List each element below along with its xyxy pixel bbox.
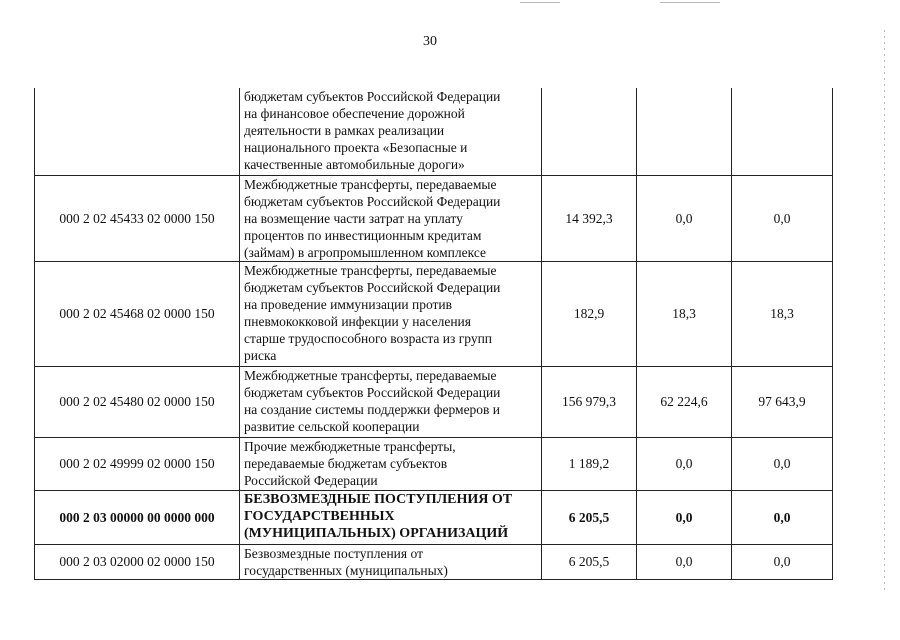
description-cell [240, 437, 542, 490]
value-cell-year3: 0,0 [732, 544, 833, 579]
value-cell-year2 [637, 88, 732, 175]
value-cell-year2: 62 224,6 [637, 366, 732, 437]
code-cell: 000 2 02 45468 02 0000 150 [35, 261, 240, 366]
table-row [35, 88, 833, 175]
description-cell [240, 544, 542, 579]
value-cell-year1: 6 205,5 [542, 544, 637, 579]
value-cell-year1: 182,9 [542, 261, 637, 366]
code-cell: 000 2 03 00000 00 0000 000 [35, 490, 240, 544]
description-text: Безвозмездные поступления от государственных (муниципальных) [244, 545, 448, 578]
value-cell-year3: 0,0 [732, 490, 833, 544]
value-cell-year2: 0,0 [637, 437, 732, 490]
description-cell [240, 366, 542, 437]
value-cell-year1: 14 392,3 [542, 175, 637, 261]
value-cell-year1: 156 979,3 [542, 366, 637, 437]
description-text: БЕЗВОЗМЕЗДНЫЕ ПОСТУПЛЕНИЯ ОТ ГОСУДАРСТВЕННЫХ (МУНИЦИПАЛЬНЫХ) ОРГАНИЗАЦИЙ [244, 491, 513, 541]
page-number: 30 [423, 34, 437, 49]
scan-artifact-line [660, 2, 720, 3]
value-cell-year1: 6 205,5 [542, 490, 637, 544]
value-cell-year1: 1 189,2 [542, 437, 637, 490]
value-cell-year2: 0,0 [637, 175, 732, 261]
description-text: Прочие межбюджетные трансферты, передаваемые бюджетам субъектов Российской Федерации [244, 438, 456, 488]
table-row [35, 261, 833, 366]
value-cell-year3 [732, 88, 833, 175]
code-cell: 000 2 02 49999 02 0000 150 [35, 437, 240, 490]
code-cell [35, 88, 240, 175]
description-cell [240, 88, 542, 175]
code-cell: 000 2 02 45433 02 0000 150 [35, 175, 240, 261]
table-row [35, 437, 833, 490]
description-cell [240, 261, 542, 366]
table-row [35, 366, 833, 437]
table-row [35, 544, 833, 579]
description-text: бюджетам субъектов Российской Федерации на финансовое обеспечение дорожной деятельности в рамках реализации национального проекта «Безопасные и качественные автомобильные дороги» [244, 89, 501, 172]
budget-revenue-table [34, 88, 833, 580]
table-row [35, 175, 833, 261]
value-cell-year1 [542, 88, 637, 175]
code-cell: 000 2 02 45480 02 0000 150 [35, 366, 240, 437]
value-cell-year2: 0,0 [637, 544, 732, 579]
description-cell [240, 490, 542, 544]
value-cell-year3: 97 643,9 [732, 366, 833, 437]
table-row-section-total [35, 490, 833, 544]
value-cell-year3: 0,0 [732, 437, 833, 490]
scan-artifact-line [520, 2, 560, 3]
description-text: Межбюджетные трансферты, передаваемые бюджетам субъектов Российской Федерации на проведение иммунизации против пневмококковой инфекции у населения старше трудоспособного возраста из групп риска [244, 262, 501, 363]
value-cell-year3: 18,3 [732, 261, 833, 366]
value-cell-year3: 0,0 [732, 175, 833, 261]
code-cell: 000 2 03 02000 02 0000 150 [35, 544, 240, 579]
value-cell-year2: 0,0 [637, 490, 732, 544]
scan-artifact-dots [884, 30, 885, 590]
description-text: Межбюджетные трансферты, передаваемые бюджетам субъектов Российской Федерации на создание системы поддержки фермеров и развитие сельской кооперации [244, 367, 501, 434]
description-cell [240, 175, 542, 261]
description-text: Межбюджетные трансферты, передаваемые бюджетам субъектов Российской Федерации на возмещение части затрат на уплату процентов по инвестиционным кредитам (займам) в агропромышленном комплексе [244, 176, 501, 260]
value-cell-year2: 18,3 [637, 261, 732, 366]
